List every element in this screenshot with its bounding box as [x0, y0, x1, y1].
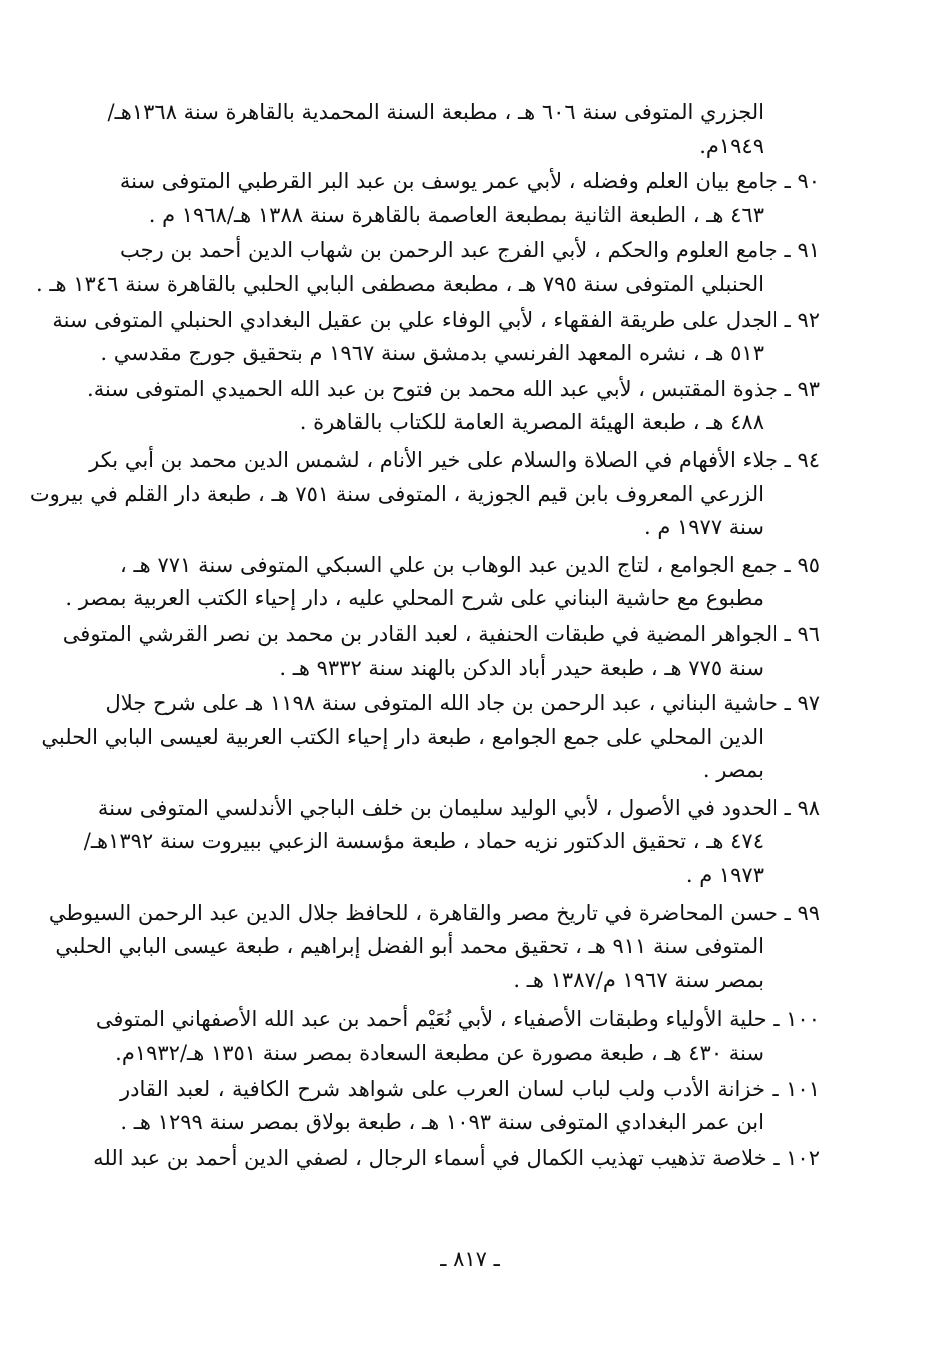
entry-line: ٩٩ ـ حسن المحاضرة في تاريخ مصر والقاهرة ، للحافظ جلال الدين عبد الرحمن السيوطي — [48, 900, 820, 925]
entry-line: الجزري المتوفى سنة ٦٠٦ هـ ، مطبعة السنة المحمدية بالقاهرة سنة ١٣٦٨هـ/ — [107, 100, 764, 124]
entry-line: ١٩٤٩م. — [699, 133, 764, 158]
entry-line: ابن عمر البغدادي المتوفى سنة ١٠٩٣ هـ ، طبعة بولاق بمصر سنة ١٢٩٩ هـ . — [120, 1110, 764, 1135]
bibliography-entry — [95, 1003, 820, 1070]
entry-line: ٩٦ ـ الجواهر المضية في طبقات الحنفية ، لعبد القادر بن محمد بن نصر القرشي المتوفى — [62, 621, 820, 646]
bibliography-entry — [87, 373, 820, 440]
page-number: ـ ٨١٧ ـ — [440, 1247, 500, 1271]
entry-line: بمصر . — [702, 758, 764, 783]
entry-line: ١٠٠ ـ حلية الأولياء وطبقات الأصفياء ، لأبي نُعَيْم أحمد بن عبد الله الأصفهاني المتوفى — [95, 1007, 820, 1032]
entry-line: ٩٥ ـ جمع الجوامع ، لتاج الدين عبد الوهاب بن علي السبكي المتوفى سنة ٧٧١ هـ ، — [120, 552, 820, 577]
entry-line: بمصر سنة ١٩٦٧ م/١٣٨٧ هـ . — [513, 967, 764, 992]
bibliography-entry — [48, 897, 820, 998]
bibliography-page — [29, 96, 820, 1175]
bibliography-entry — [107, 96, 820, 163]
entry-line: ٤٦٣ هـ ، الطبعة الثانية بمطبعة العاصمة بالقاهرة سنة ١٣٨٨ هـ/١٩٦٨ م . — [148, 202, 764, 227]
entry-line: ٩٠ ـ جامع بيان العلم وفضله ، لأبي عمر يوسف بن عبد البر القرطبي المتوفى سنة — [119, 169, 820, 194]
entry-line: ٥١٣ هـ ، نشره المعهد الفرنسي بدمشق سنة ١٩٦٧ م بتحقيق جورج مقدسي . — [100, 341, 764, 366]
entry-line: المتوفى سنة ٩١١ هـ ، تحقيق محمد أبو الفضل إبراهيم ، طبعة عيسى البابي الحلبي — [55, 934, 764, 959]
entry-line: الدين المحلي على جمع الجوامع ، طبعة دار إحياء الكتب العربية لعيسى البابي الحلبي — [41, 724, 764, 749]
entry-line: ٩٢ ـ الجدل على طريقة الفقهاء ، لأبي الوفاء علي بن عقيل البغدادي الحنبلي المتوفى سنة — [52, 307, 820, 332]
entry-line: ٩١ ـ جامع العلوم والحكم ، لأبي الفرج عبد الرحمن بن شهاب الدين أحمد بن رجب — [120, 238, 820, 263]
bibliography-entry — [83, 792, 820, 893]
entry-line: ٩٧ ـ حاشية البناني ، عبد الرحمن بن جاد الله المتوفى سنة ١١٩٨ هـ على شرح جلال — [105, 691, 820, 716]
bibliography-entry — [52, 304, 820, 371]
bibliography-entry — [65, 549, 820, 616]
entry-line: الحنبلي المتوفى سنة ٧٩٥ هـ ، مطبعة مصطفى البابي الحلبي بالقاهرة سنة ١٣٤٦ هـ . — [36, 271, 764, 296]
entry-line: ١٠١ ـ خزانة الأدب ولب لباب لسان العرب على شواهد شرح الكافية ، لعبد القادر — [120, 1076, 820, 1101]
entry-line: ٤٧٤ هـ ، تحقيق الدكتور نزيه حماد ، طبعة مؤسسة الزعبي ببيروت سنة ١٣٩٢هـ/ — [83, 829, 764, 854]
entry-line: ٩٨ ـ الحدود في الأصول ، لأبي الوليد سليمان بن خلف الباجي الأندلسي المتوفى سنة — [97, 795, 820, 820]
bibliography-entry — [29, 444, 820, 545]
bibliography-entry — [41, 687, 820, 788]
entry-line: سنة ١٩٧٧ م . — [643, 515, 764, 540]
bibliography-entry — [36, 234, 820, 301]
entry-line: ٤٨٨ هـ ، طبعة الهيئة المصرية العامة للكتاب بالقاهرة . — [299, 410, 764, 435]
entry-line: سنة ٧٧٥ هـ ، طبعة حيدر أباد الدكن بالهند سنة ٩٣٣٢ هـ . — [279, 655, 764, 680]
entry-line: ٩٣ ـ جذوة المقتبس ، لأبي عبد الله محمد بن فتوح بن عبد الله الحميدي المتوفى سنة. — [87, 376, 820, 401]
bibliography-entry — [93, 1142, 820, 1176]
bibliography-entry — [120, 1073, 820, 1140]
bibliography-entry — [120, 165, 820, 232]
entry-line: سنة ٤٣٠ هـ ، طبعة مصورة عن مطبعة السعادة بمصر سنة ١٣٥١ هـ/١٩٣٢م. — [115, 1041, 764, 1066]
entry-line: الزرعي المعروف بابن قيم الجوزية ، المتوفى سنة ٧٥١ هـ ، طبعة دار القلم في بيروت — [29, 481, 764, 506]
entry-line: مطبوع مع حاشية البناني على شرح المحلي عليه ، دار إحياء الكتب العربية بمصر . — [65, 586, 764, 611]
entry-line: ٩٤ ـ جلاء الأفهام في الصلاة والسلام على خير الأنام ، لشمس الدين محمد بن أبي بكر — [89, 447, 820, 472]
entry-line: ١٩٧٣ م . — [685, 863, 764, 888]
entry-line: ١٠٢ ـ خلاصة تذهيب تهذيب الكمال في أسماء الرجال ، لصفي الدين أحمد بن عبد الله — [93, 1145, 820, 1170]
bibliography-entry — [62, 618, 820, 685]
